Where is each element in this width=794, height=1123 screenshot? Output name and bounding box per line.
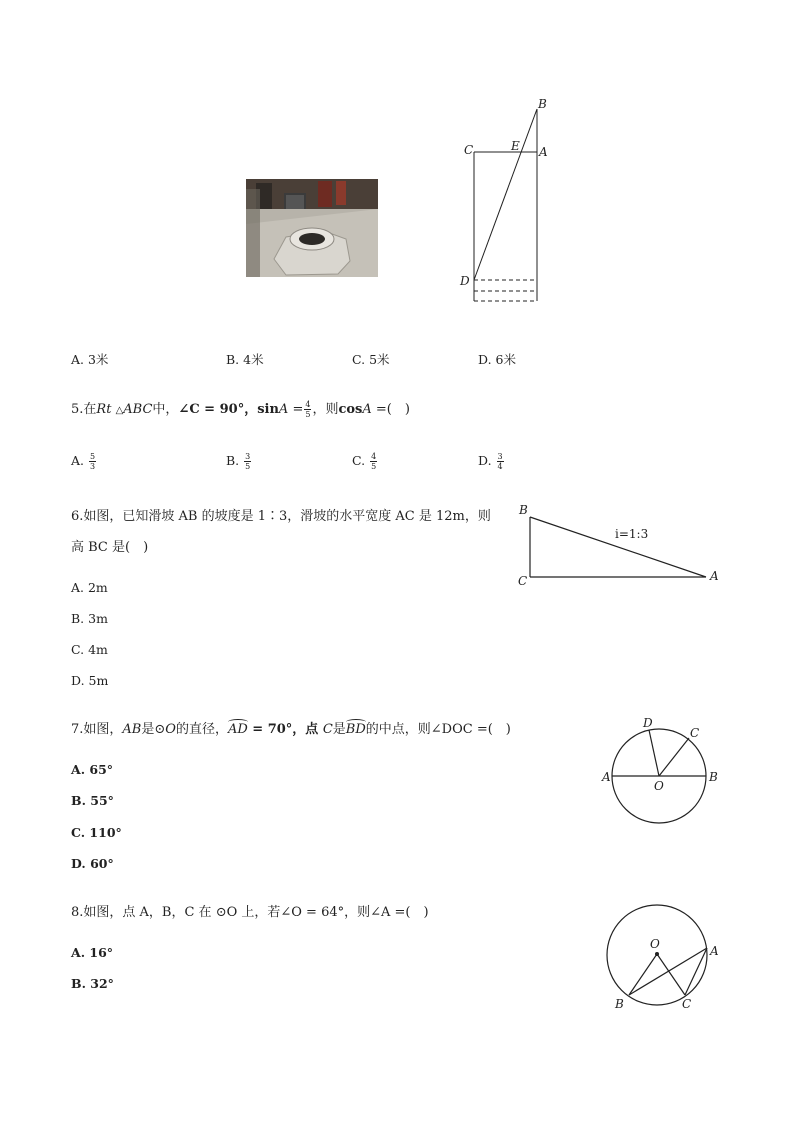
- q5-prefix: 5.在: [71, 402, 97, 417]
- label-C: C: [464, 143, 474, 157]
- label-C: C: [690, 726, 700, 740]
- q6-stem-line2: 高 BC 是( ): [71, 540, 149, 555]
- q7-p2: AB: [122, 722, 142, 737]
- q5-rt: Rt: [96, 402, 112, 417]
- q7-p4: ⊙O: [154, 722, 176, 737]
- q5-stem: [71, 398, 410, 419]
- q7-p7: = 70°，点: [247, 722, 323, 737]
- q5-option-d-frac: [497, 452, 504, 471]
- q5-option-c-den: 5: [371, 462, 377, 471]
- segment-OC: [657, 954, 685, 995]
- q7-option-c[interactable]: C. 110°: [71, 825, 122, 840]
- q7-p3: 是: [141, 722, 155, 737]
- q7-p5: 的直径，: [175, 722, 228, 737]
- q4-option-a[interactable]: A. 3米: [71, 352, 109, 367]
- label-A: A: [710, 569, 719, 583]
- label-D: D: [643, 716, 653, 730]
- q7-arc-ad: AD: [227, 722, 248, 737]
- label-A: A: [602, 770, 611, 784]
- label-A: A: [539, 145, 548, 159]
- label-B: B: [538, 97, 547, 111]
- q5-frac-den: 5: [305, 410, 311, 419]
- label-B: B: [519, 503, 528, 517]
- q7-figure: [596, 712, 726, 828]
- label-A: A: [710, 944, 719, 958]
- q5-sin: sin: [257, 402, 279, 417]
- q7-p9: 是: [332, 722, 346, 737]
- q5-option-c-num: 4: [371, 452, 377, 461]
- q5-option-b-den: 5: [245, 462, 251, 471]
- q7-option-b[interactable]: B. 55°: [71, 793, 114, 808]
- q5-option-c-frac: [370, 452, 377, 471]
- q5-frac-num: 4: [305, 400, 311, 409]
- q5-option-b-num: 3: [245, 452, 251, 461]
- q4-figure: [455, 95, 555, 305]
- q5-angle: ∠C = 90°，: [178, 402, 258, 417]
- q6-option-b[interactable]: B. 3m: [71, 611, 108, 626]
- segment-OB: [629, 954, 657, 995]
- q7-p1: 7.如图，: [71, 722, 123, 737]
- q5-option-c[interactable]: [352, 452, 378, 471]
- q5-option-a-num: 5: [90, 452, 96, 461]
- radius-OD: [649, 730, 659, 776]
- q7-p8: C: [322, 722, 333, 737]
- label-C: C: [682, 997, 692, 1011]
- q5-option-d-den: 4: [497, 462, 503, 471]
- q5-option-a-den: 3: [90, 462, 96, 471]
- segment-DB: [474, 109, 537, 280]
- label-B: B: [709, 770, 718, 784]
- q5-option-d-label: D.: [478, 453, 492, 468]
- q5-option-d[interactable]: [478, 452, 505, 471]
- q8-option-a[interactable]: A. 16°: [71, 945, 114, 960]
- q5-fraction: [304, 400, 311, 419]
- q5-a1: A: [278, 402, 289, 417]
- label-O: O: [654, 779, 664, 793]
- well-photo: [246, 179, 378, 277]
- q5-eq1: =: [288, 402, 304, 417]
- q5-option-c-label: C.: [352, 453, 366, 468]
- label-E: E: [511, 139, 520, 153]
- q7-arc-bd: BD: [345, 722, 366, 737]
- q7-stem: [71, 718, 511, 737]
- q7-option-d[interactable]: D. 60°: [71, 856, 114, 871]
- q5-option-b-label: B.: [226, 453, 240, 468]
- q5-a2: A: [362, 402, 372, 417]
- q4-option-d[interactable]: D. 6米: [478, 352, 516, 367]
- q5-triangle: △: [115, 405, 124, 416]
- q5-ze: ，则: [312, 402, 339, 417]
- q5-option-a-label: A.: [71, 453, 85, 468]
- q5-cos: cos: [338, 402, 363, 417]
- slope-label: i=1:3: [615, 527, 649, 541]
- q5-option-a-frac: [89, 452, 96, 471]
- q5-abc: ABC: [123, 402, 153, 417]
- q7-option-a[interactable]: A. 65°: [71, 762, 114, 777]
- q6-option-d[interactable]: D. 5m: [71, 673, 109, 688]
- q6-stem-line1: 6.如图，已知滑坡 AB 的坡度是 1∶3，滑坡的水平宽度 AC 是 12m，则: [71, 509, 491, 524]
- label-D: D: [460, 274, 470, 288]
- q5-option-b[interactable]: [226, 452, 252, 471]
- segment-BA: [530, 517, 706, 577]
- q5-option-d-num: 3: [497, 452, 503, 461]
- q5-option-a[interactable]: [71, 452, 97, 471]
- label-C: C: [518, 574, 528, 588]
- radius-OC: [659, 738, 689, 776]
- label-B: B: [615, 997, 624, 1011]
- q5-tail: =( ): [371, 402, 410, 417]
- q8-option-b[interactable]: B. 32°: [71, 976, 114, 991]
- q8-stem: 8.如图，点 A，B，C 在 ⊙O 上，若∠O = 64°，则∠A =( ): [71, 905, 429, 920]
- q5-option-b-frac: [244, 452, 251, 471]
- label-O: O: [650, 937, 660, 951]
- q6-figure: [512, 500, 732, 592]
- q8-figure: [600, 898, 726, 1016]
- q4-option-c[interactable]: C. 5米: [352, 352, 390, 367]
- q6-option-c[interactable]: C. 4m: [71, 642, 108, 657]
- q7-p11: 的中点，则∠DOC =( ): [365, 722, 511, 737]
- q4-option-b[interactable]: B. 4米: [226, 352, 264, 367]
- q5-zhong: 中，: [152, 402, 179, 417]
- q6-option-a[interactable]: A. 2m: [71, 580, 108, 595]
